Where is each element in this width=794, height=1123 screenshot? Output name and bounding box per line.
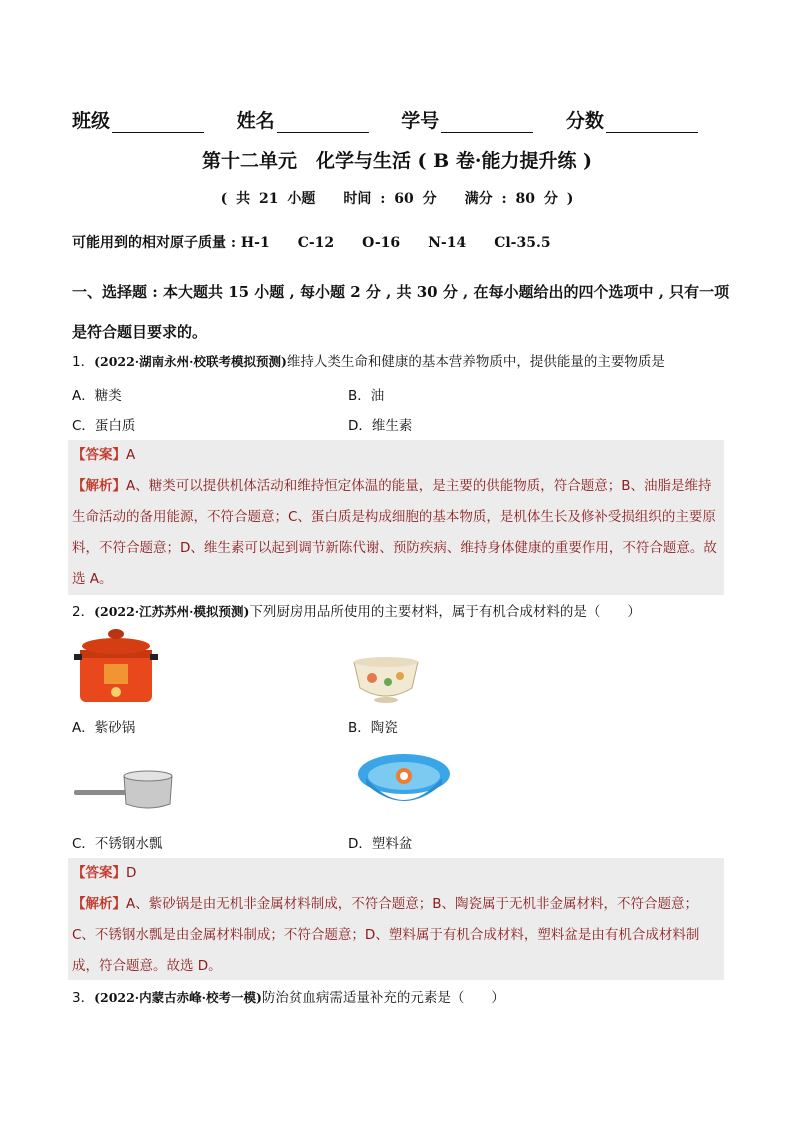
question-source: (2022·内蒙古赤峰·校考一模) (94, 990, 262, 1005)
plastic-basin-image (356, 752, 452, 816)
question-1: 1．(2022·湖南永州·校联考模拟预测)维持人类生命和健康的基本营养物质中，提供能量的主要物质是 (72, 354, 665, 370)
q1-answer: 【答案】A (72, 447, 136, 463)
section-heading: 一、选择题 : 本大题共 15 小题 , 每小题 2 分 , 共 30 分 , 在每小题给出的四个选项中 , 只有一项是符合题目要求的。 (72, 283, 730, 341)
question-source: (2022·江苏苏州·模拟预测) (94, 604, 250, 619)
q2-option-b: B．陶瓷 (348, 720, 398, 736)
q1-option-d: D．维生素 (348, 418, 413, 434)
q2-option-d: D．塑料盆 (348, 836, 413, 852)
q2-option-c: C．不锈钢水瓢 (72, 836, 163, 852)
exam-info: ( 共 21 小题 时间 : 60 分 满分 : 80 分 ) (220, 191, 574, 207)
q1-option-c: C．蛋白质 (72, 418, 136, 434)
question-2: 2．(2022·江苏苏州·模拟预测)下列厨房用品所使用的主要材料，属于有机合成材料的是（ ） (72, 604, 641, 620)
atomic-mass-line: 可能用到的相对原子质量 : H-1 C-12 O-16 N-14 Cl-35.5 (72, 235, 551, 251)
student-info-header (72, 106, 722, 133)
page-title: 第十二单元 化学与生活 ( B 卷·能力提升练 ) (201, 150, 593, 172)
q2-answer-box (68, 858, 724, 980)
score-field: 分数 (566, 106, 698, 133)
q1-option-a: A．糖类 (72, 388, 122, 404)
question-3: 3．(2022·内蒙古赤峰·校考一模)防治贫血病需适量补充的元素是（ ） (72, 990, 505, 1006)
q1-answer-box (68, 440, 724, 595)
class-blank (112, 114, 204, 133)
name-blank (277, 114, 369, 133)
q2-analysis: 【解析】A、紫砂锅是由无机非金属材料制成，不符合题意；B、陶瓷属于无机非金属材料，不符合题意；C、不锈钢水瓢是由金属材料制成；不符合题意；D、塑料属于有机合成材料，塑料盆是由有机合成材料制成，符合题意。故选 D。 (72, 896, 700, 974)
score-blank (606, 114, 698, 133)
class-field: 班级 (72, 106, 204, 133)
q2-answer: 【答案】D (72, 865, 137, 881)
clay-pot-image (74, 624, 158, 708)
question-source: (2022·湖南永州·校联考模拟预测) (94, 354, 287, 369)
id-field: 学号 (401, 106, 533, 133)
id-blank (441, 114, 533, 133)
ceramic-bowl-image (352, 656, 420, 708)
name-field: 姓名 (237, 106, 369, 133)
steel-ladle-image (74, 766, 174, 812)
q1-option-b: B．油 (348, 388, 385, 404)
q1-analysis: 【解析】A、糖类可以提供机体活动和维持恒定体温的能量，是主要的供能物质，符合题意；B、油脂是维持生命活动的备用能源，不符合题意；C、蛋白质是构成细胞的基本物质，是机体生长及修补受损组织的主要原料，不符合题意；D、维生素可以起到调节新陈代谢、预防疾病、维持身体健康的重要作用，不符合题意。故选 A。 (72, 478, 717, 587)
q2-option-a: A．紫砂锅 (72, 720, 136, 736)
